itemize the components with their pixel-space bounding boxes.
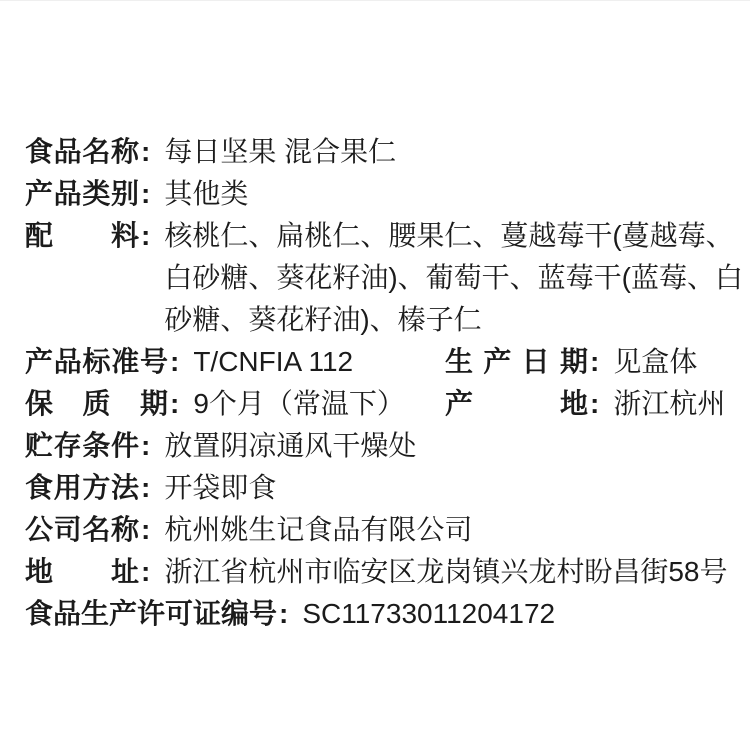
category-value: 其他类 — [164, 178, 249, 209]
company-label: 公司名称 — [25, 514, 139, 545]
origin-label: 产地 — [445, 388, 588, 419]
colon: : — [590, 388, 600, 419]
food-name-value: 每日坚果 混合果仁 — [164, 136, 397, 167]
category-label: 产品类别 — [25, 178, 139, 209]
colon: : — [141, 220, 151, 251]
address-label: 地址 — [25, 556, 139, 587]
production-date-label: 生产日期 — [445, 346, 588, 377]
usage-label-group — [25, 467, 164, 509]
colon: : — [141, 430, 151, 461]
colon: : — [141, 556, 151, 587]
row-ingredients — [25, 215, 743, 341]
production-date-value: 见盒体 — [613, 346, 698, 377]
ingredients-line-2: 白砂糖、葵花籽油)、葡萄干、蓝莓干(蓝莓、白 — [164, 262, 743, 293]
cell-origin — [445, 383, 725, 425]
usage-label: 食用方法 — [25, 472, 139, 503]
row-shelf-life-and-origin — [25, 383, 730, 425]
origin-value: 浙江杭州 — [613, 388, 726, 419]
row-food-name — [25, 131, 730, 173]
row-standard-and-date — [25, 341, 730, 383]
license-label-group — [25, 593, 302, 635]
ingredients-line-1: 核桃仁、扁桃仁、腰果仁、蔓越莓干(蔓越莓、 — [164, 220, 734, 251]
address-value: 浙江省杭州市临安区龙岗镇兴龙村盼昌街58号 — [164, 556, 728, 587]
production-date-label-group — [445, 341, 613, 383]
standard-no-label: 产品标准号 — [25, 346, 168, 377]
license-value: SC11733011204172 — [302, 598, 556, 629]
storage-label-group — [25, 425, 164, 467]
ingredients-label-group — [25, 215, 164, 257]
category-label-group — [25, 173, 164, 215]
storage-label: 贮存条件 — [25, 430, 139, 461]
row-category — [25, 173, 730, 215]
license-label: 食品生产许可证编号 — [25, 598, 278, 629]
row-license — [25, 593, 730, 635]
company-value: 杭州姚生记食品有限公司 — [164, 514, 473, 545]
row-company — [25, 509, 730, 551]
shelf-life-value: 9个月（常温下） — [193, 388, 405, 419]
cell-shelf-life — [25, 383, 445, 425]
food-name-label-group — [25, 131, 164, 173]
ingredients-label: 配料 — [25, 220, 139, 251]
ingredients-line-3: 砂糖、葵花籽油)、榛子仁 — [164, 304, 482, 335]
shelf-life-label: 保质期 — [25, 388, 168, 419]
standard-no-value: T/CNFIA 112 — [193, 346, 354, 377]
row-usage — [25, 467, 730, 509]
colon: : — [141, 514, 151, 545]
cell-production-date — [445, 341, 697, 383]
ingredients-value — [164, 215, 743, 341]
colon: : — [141, 136, 151, 167]
colon: : — [170, 388, 180, 419]
storage-value: 放置阴凉通风干燥处 — [164, 430, 417, 461]
top-edge-line — [0, 0, 750, 1]
colon: : — [141, 472, 151, 503]
food-name-label: 食品名称 — [25, 136, 139, 167]
cell-standard-no — [25, 341, 445, 383]
origin-label-group — [445, 383, 613, 425]
address-label-group — [25, 551, 164, 593]
colon: : — [590, 346, 600, 377]
company-label-group — [25, 509, 164, 551]
usage-value: 开袋即食 — [164, 472, 277, 503]
standard-no-label-group — [25, 341, 193, 383]
row-address — [25, 551, 730, 593]
spec-table — [25, 131, 743, 635]
row-storage — [25, 425, 730, 467]
colon: : — [170, 346, 180, 377]
shelf-life-label-group — [25, 383, 193, 425]
colon: : — [279, 598, 289, 629]
colon: : — [141, 178, 151, 209]
